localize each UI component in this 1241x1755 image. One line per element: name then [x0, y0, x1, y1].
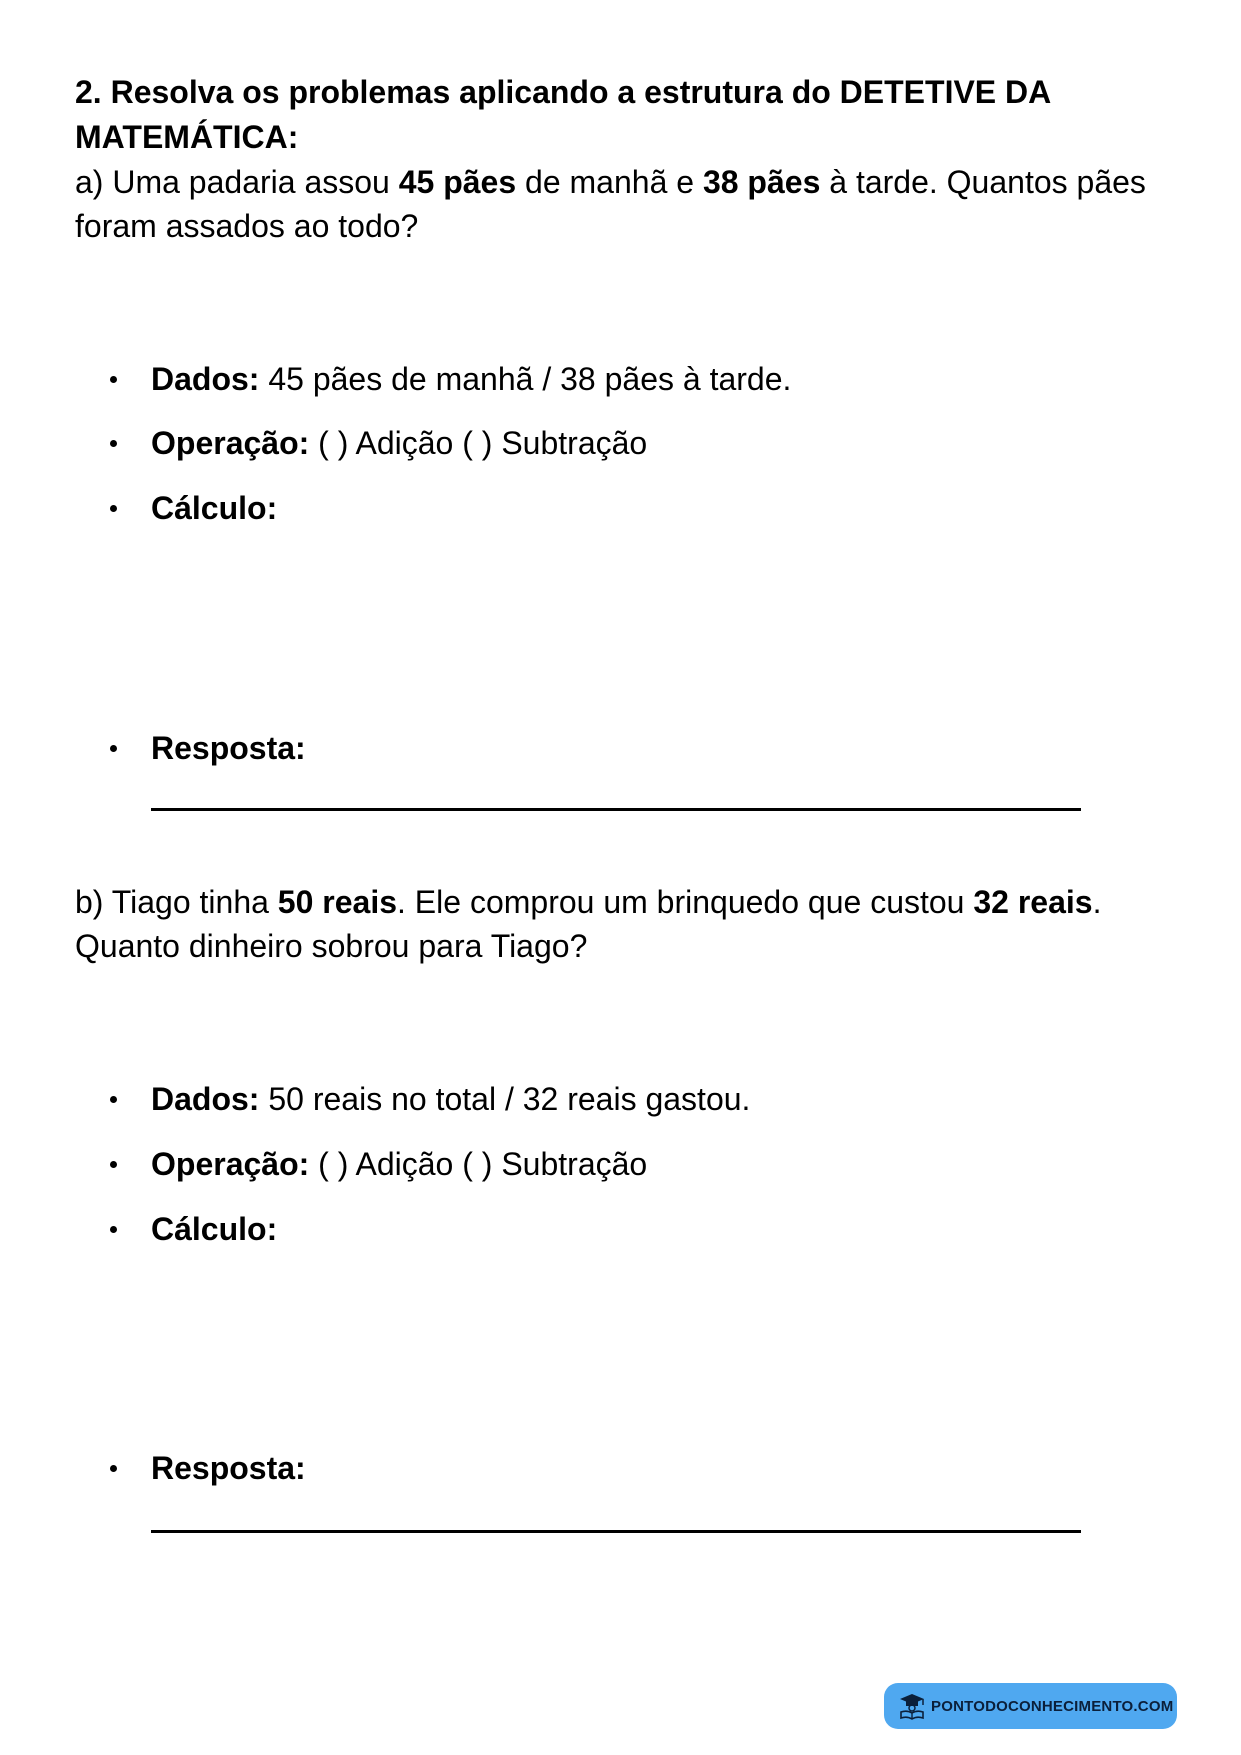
bullet-dot: [110, 440, 117, 447]
question-text: de manhã e: [516, 164, 703, 200]
question-highlight: 50 reais: [277, 884, 398, 920]
bullet-dot: [110, 1096, 117, 1103]
question-text: a) Uma padaria assou: [75, 164, 399, 200]
bullet-dot: [110, 376, 117, 383]
bullet-dot: [110, 1161, 117, 1168]
operacao-options[interactable]: ( ) Adição ( ) Subtração: [309, 425, 648, 461]
operacao-label: Operação:: [151, 425, 310, 461]
bullet-dot: [110, 1465, 117, 1472]
bullet-dot: [110, 505, 117, 512]
site-url[interactable]: PONTODOCONHECIMENTO.COM: [931, 1697, 1174, 1715]
exercise-title: 2. Resolva os problemas aplicando a estrutura do DETETIVE DA MATEMÁTICA:: [75, 74, 1051, 155]
operacao-label: Operação:: [151, 1146, 310, 1182]
bullet-dot: [110, 745, 117, 752]
question-text: . Quanto dinheiro sobrou para Tiago?: [75, 884, 1102, 964]
answer-line[interactable]: [151, 808, 1081, 811]
question-highlight: 38 pães: [702, 164, 821, 200]
dados-label: Dados:: [151, 361, 260, 397]
dados-value: 45 pães de manhã / 38 pães à tarde.: [259, 361, 792, 397]
resposta-label: Resposta:: [151, 730, 306, 766]
question-highlight: 32 reais: [973, 884, 1093, 920]
question-text: b) Tiago tinha: [75, 884, 278, 920]
bullet-dot: [110, 1226, 117, 1233]
calculo-label: Cálculo:: [151, 490, 278, 526]
answer-line[interactable]: [151, 1530, 1081, 1533]
operacao-options[interactable]: ( ) Adição ( ) Subtração: [309, 1146, 648, 1182]
question-text: . Ele comprou um brinquedo que custou: [397, 884, 974, 920]
dados-label: Dados:: [151, 1081, 260, 1117]
question-highlight: 45 pães: [398, 164, 517, 200]
calculo-label: Cálculo:: [151, 1211, 278, 1247]
site-badge[interactable]: [884, 1683, 1177, 1729]
question-b: [75, 880, 1185, 968]
question-text: à tarde. Quantos pães foram assados ao todo?: [75, 164, 1146, 244]
graduate-book-icon: [897, 1691, 927, 1721]
question-a: [75, 160, 1185, 248]
dados-value: 50 reais no total / 32 reais gastou.: [259, 1081, 751, 1117]
resposta-label: Resposta:: [151, 1450, 306, 1486]
